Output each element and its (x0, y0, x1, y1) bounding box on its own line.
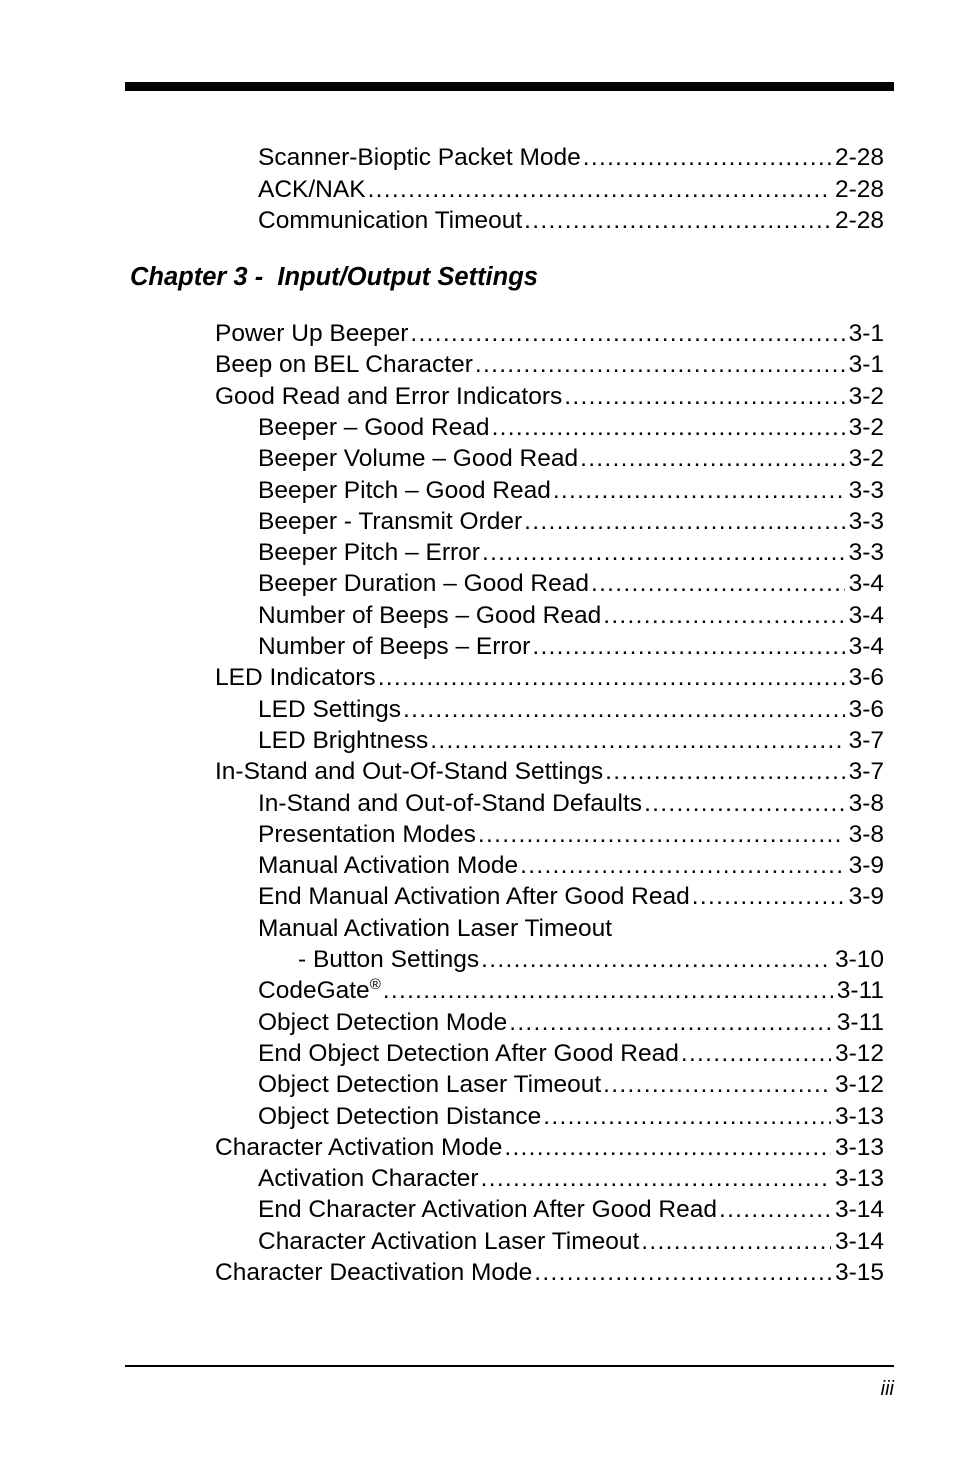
toc-entry-page: 2-28 (834, 175, 884, 203)
toc-leader-dots (481, 1164, 831, 1194)
toc-entry-page: 3-8 (848, 820, 884, 848)
toc-entry-title (258, 143, 581, 173)
toc-entry-title-text: Manual Activation Laser Timeout (258, 914, 613, 942)
toc-entry-page: 2-28 (834, 207, 884, 234)
toc-entry-title (215, 663, 376, 693)
toc-entry-page: 3-13 (834, 1165, 884, 1193)
toc-entry-title (258, 175, 366, 205)
toc-entry-page: 3-14 (834, 1196, 884, 1224)
toc-entry-title (215, 1133, 502, 1163)
toc-entry-title (258, 820, 476, 850)
toc-entry-title (258, 1195, 717, 1225)
toc-entry-title-text: In-Stand and Out-Of-Stand Settings (215, 758, 604, 786)
toc-entry-title-text: CodeGate (258, 977, 370, 1005)
toc-leader-dots (492, 413, 845, 443)
toc-entry-title-text: LED Settings (258, 695, 401, 723)
toc-entry-page: 3-1 (848, 351, 884, 379)
toc-entry-page: 3-7 (848, 726, 884, 754)
toc-entry-title-text: Beeper – Good Read (258, 413, 490, 441)
toc-entry-title (258, 206, 522, 236)
toc-entry (215, 757, 884, 787)
toc-leader-dots (580, 444, 844, 474)
toc-entry-title (258, 632, 530, 662)
toc-entry-title-text: Character Activation Laser Timeout (258, 1227, 640, 1255)
toc-entry-page: 3-12 (834, 1071, 884, 1099)
toc-entry-page: 3-12 (834, 1039, 884, 1067)
toc-entry (258, 444, 884, 474)
toc-entry-page: 3-11 (836, 977, 884, 1005)
toc-entry-title (258, 476, 551, 506)
toc-entry-title (298, 945, 479, 975)
toc-entry-title-text: End Character Activation After Good Read (258, 1196, 717, 1224)
toc-entry (258, 914, 884, 944)
toc-entry-title (258, 1102, 541, 1132)
toc-entry-title-text: Scanner-Bioptic Packet Mode (258, 144, 581, 171)
toc-entry (258, 1195, 884, 1225)
toc-entry-page: 3-3 (848, 539, 884, 567)
toc-entry-title-text: Beeper Duration – Good Read (258, 570, 589, 598)
toc-entry-title-text: Presentation Modes (258, 820, 476, 848)
toc-entry-title (258, 1070, 601, 1100)
toc-entry-title (258, 882, 690, 912)
toc-leader-dots (504, 1133, 831, 1163)
toc-entry-title-text: End Manual Activation After Good Read (258, 883, 690, 911)
toc-entry-page: 3-2 (848, 413, 884, 441)
toc-leader-dots (553, 476, 845, 506)
toc-entry (258, 601, 884, 631)
toc-leader-dots (475, 350, 845, 380)
toc-entry-page: 3-4 (848, 633, 884, 660)
toc-leader-dots (430, 726, 844, 756)
toc-leader-dots (383, 976, 833, 1006)
toc-leader-dots (692, 882, 845, 912)
toc-entry (258, 976, 884, 1006)
toc-entry-title (258, 538, 480, 568)
toc-entry-page: 3-3 (848, 507, 884, 535)
toc-entry-title (258, 507, 522, 537)
toc-entry-page: 3-13 (834, 1133, 884, 1161)
toc-leader-dots (509, 1008, 833, 1038)
toc-entry-title-text: Character Activation Mode (215, 1133, 503, 1161)
toc-entry (215, 382, 884, 412)
toc-entry (258, 1039, 884, 1069)
toc-entry-page: 3-13 (834, 1102, 884, 1130)
toc-entry-page: 3-7 (848, 758, 884, 786)
toc-entry (258, 1070, 884, 1100)
toc-entry (215, 350, 884, 380)
toc-entry (258, 1102, 884, 1132)
toc-entry-title (215, 382, 562, 412)
toc-entry-title-text: LED Brightness (258, 726, 429, 754)
toc-leader-dots (603, 1070, 831, 1100)
toc-entry (258, 726, 884, 756)
toc-leader-dots (583, 143, 831, 173)
toc-entry (258, 175, 884, 205)
toc-entry (258, 1008, 884, 1038)
toc-leader-dots (641, 1227, 831, 1257)
toc-entry-title-text: Number of Beeps – Error (258, 633, 531, 660)
toc-entry (258, 882, 884, 912)
toc-leader-dots (481, 945, 831, 975)
toc-entry (258, 1164, 884, 1194)
toc-entry-title-text: Number of Beeps – Good Read (258, 601, 602, 629)
toc-entry-title-text: - Button Settings (298, 946, 480, 973)
toc-leader-dots (403, 695, 845, 725)
toc-entry-title-text: In-Stand and Out-of-Stand Defaults (258, 789, 643, 817)
toc-entry (215, 1133, 884, 1163)
toc-entry-title (215, 757, 603, 787)
toc-entry-page: 3-6 (848, 695, 884, 723)
toc-entry (258, 632, 884, 662)
registered-mark: ® (369, 976, 381, 994)
toc-entry (258, 476, 884, 506)
toc-entry-page: 3-15 (834, 1259, 884, 1286)
toc-leader-dots (605, 757, 844, 787)
toc-entry-title-text: Power Up Beeper (215, 320, 409, 347)
toc-entry-title (258, 413, 490, 443)
toc-leader-dots (534, 1258, 831, 1288)
toc-leader-dots (478, 820, 845, 850)
toc-leader-dots (719, 1195, 831, 1225)
toc-leader-dots (603, 601, 844, 631)
toc-entry-title (258, 1008, 507, 1038)
toc-entry (258, 507, 884, 537)
toc-entry (215, 1258, 884, 1288)
toc-entry-title (258, 695, 401, 725)
toc-entry (258, 206, 884, 236)
toc-entry-title (258, 601, 601, 631)
toc-entry-page: 3-14 (834, 1227, 884, 1255)
page-number: iii (880, 1378, 894, 1400)
toc-entry-title-text: Beep on BEL Character (215, 351, 473, 379)
toc-entry-title-text: Character Deactivation Mode (215, 1259, 533, 1286)
toc-entry (258, 1227, 884, 1257)
toc-entry-title (215, 319, 408, 349)
toc-entry-title (258, 444, 578, 474)
toc-entry-title-text: Activation Character (258, 1165, 479, 1193)
toc-entry-title-text: Beeper Pitch – Good Read (258, 476, 551, 504)
toc-entry-title-text: ACK/NAK (258, 175, 366, 203)
toc-leader-dots (543, 1102, 831, 1132)
toc-entry-title-text: Communication Timeout (258, 207, 523, 234)
toc-leader-dots (564, 382, 844, 412)
toc-entry-title-text: LED Indicators (215, 664, 376, 692)
toc-entry (258, 143, 884, 173)
toc-entry (258, 538, 884, 568)
toc-entry-page: 3-8 (848, 789, 884, 817)
toc-entry-title (258, 1164, 479, 1194)
toc-entry-page: 3-4 (848, 601, 884, 629)
header-rule (125, 82, 894, 91)
toc-entry-page: 3-2 (848, 382, 884, 410)
toc-entry-title-text: Object Detection Distance (258, 1102, 542, 1130)
toc-entry (258, 789, 884, 819)
toc-entry-page: 2-28 (834, 144, 884, 171)
toc-leader-dots (591, 569, 845, 599)
toc-entry-page: 3-10 (834, 946, 884, 973)
toc-entry-page: 3-11 (836, 1008, 884, 1036)
footer-rule (125, 1365, 894, 1367)
toc-entry-title (258, 976, 381, 1006)
toc-entry (258, 695, 884, 725)
toc-entry-title (215, 350, 473, 380)
toc-entry-page: 3-1 (848, 320, 884, 347)
toc-entry-title (258, 851, 518, 881)
toc-leader-dots (681, 1039, 831, 1069)
toc-entry-title (215, 1258, 532, 1288)
toc-entry (258, 820, 884, 850)
toc-entry-title-text: Object Detection Mode (258, 1008, 508, 1036)
toc-entry-title (258, 789, 642, 819)
chapter-heading: Chapter 3 - Input/Output Settings (130, 263, 538, 291)
toc-leader-dots (482, 538, 845, 568)
toc-leader-dots (410, 319, 844, 349)
toc-entry-title-text: Good Read and Error Indicators (215, 382, 563, 410)
toc-entry-title (258, 1039, 679, 1069)
toc-entry-title (258, 914, 612, 944)
toc-leader-dots (520, 851, 844, 881)
toc-entry (298, 945, 884, 975)
toc-entry-title-text: Object Detection Laser Timeout (258, 1071, 602, 1099)
toc-leader-dots (532, 632, 844, 662)
toc-entry (215, 663, 884, 693)
toc-leader-dots (644, 789, 845, 819)
toc-entry (258, 851, 884, 881)
toc-entry-page: 3-9 (848, 883, 884, 911)
toc-entry (258, 569, 884, 599)
toc-entry-title-text: Beeper Volume – Good Read (258, 445, 579, 473)
toc-leader-dots (368, 175, 831, 205)
toc-entry-title (258, 1227, 639, 1257)
toc-entry (215, 319, 884, 349)
toc-entry-title-text: End Object Detection After Good Read (258, 1039, 679, 1067)
toc-entry-page: 3-4 (848, 570, 884, 598)
toc-entry-title-text: Beeper - Transmit Order (258, 507, 523, 535)
toc-leader-dots (378, 663, 845, 693)
toc-entry (258, 413, 884, 443)
toc-leader-dots (524, 507, 844, 537)
toc-entry-title-text: Manual Activation Mode (258, 852, 519, 880)
toc-entry-page: 3-6 (848, 664, 884, 692)
toc-entry-page: 3-9 (848, 852, 884, 880)
toc-entry-page: 3-3 (848, 476, 884, 504)
toc-entry-title (258, 569, 589, 599)
toc-entry-title (258, 726, 428, 756)
toc-entry-title-text: Beeper Pitch – Error (258, 539, 480, 567)
toc-entry-page: 3-2 (848, 445, 884, 473)
toc-leader-dots (524, 206, 831, 236)
